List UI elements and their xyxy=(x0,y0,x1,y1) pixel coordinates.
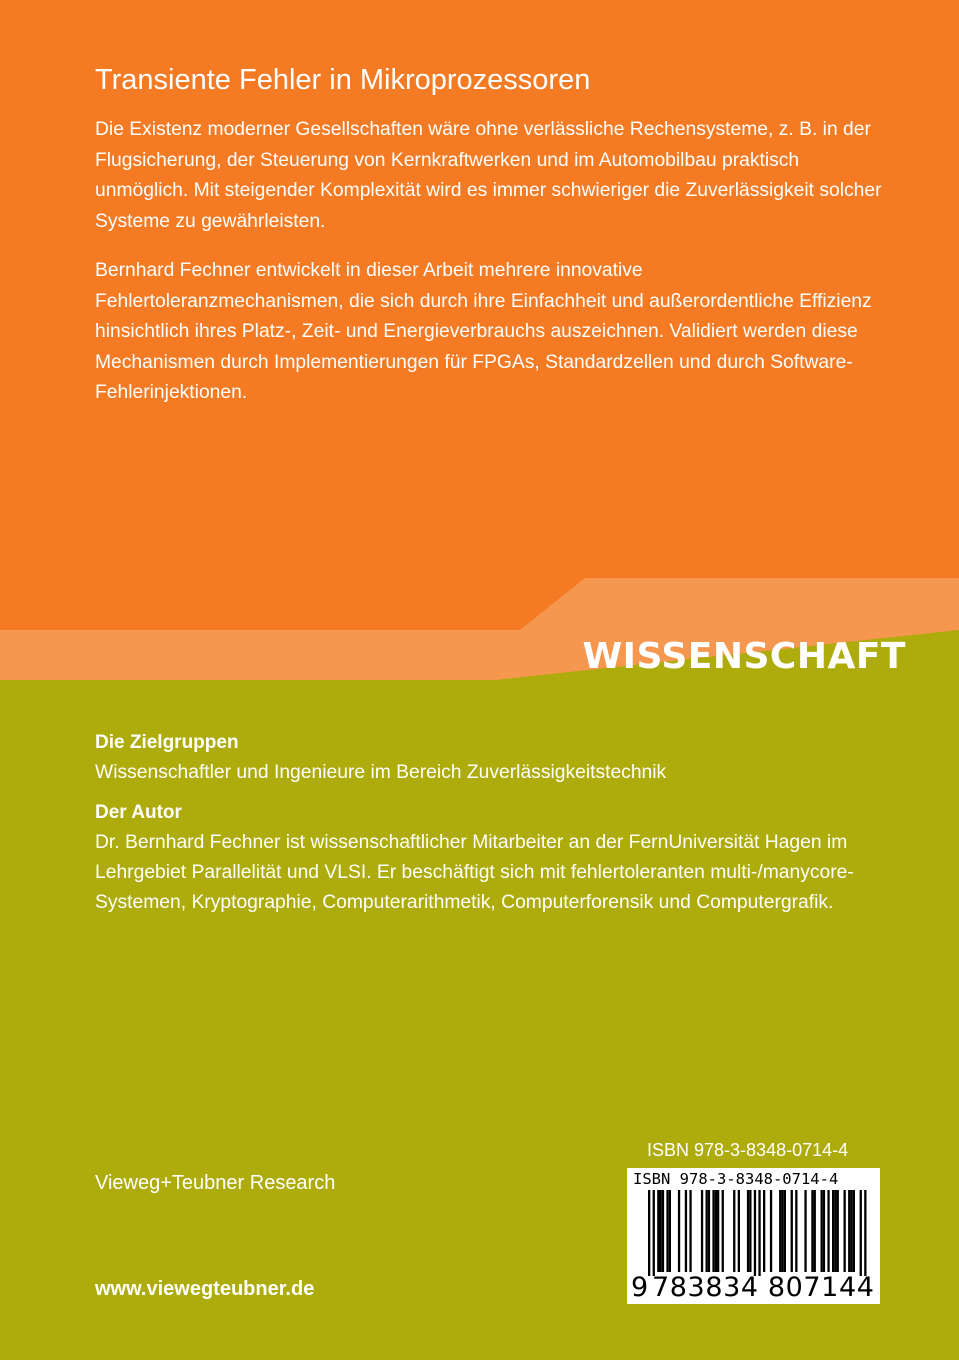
barcode-bar xyxy=(850,1190,852,1272)
barcode-bar xyxy=(844,1190,846,1272)
ean-first-digit: 9 xyxy=(631,1272,649,1303)
barcode-bar xyxy=(853,1190,855,1272)
series-label: WISSENSCHAFT xyxy=(582,636,906,677)
barcode-bar xyxy=(701,1190,703,1272)
barcode-bar xyxy=(712,1190,714,1272)
publisher-website[interactable]: www.viewegteubner.de xyxy=(95,1278,315,1300)
barcode xyxy=(627,1168,880,1304)
barcode-bar xyxy=(657,1190,659,1272)
barcode-bar xyxy=(848,1190,850,1272)
barcode-bar xyxy=(662,1190,664,1272)
barcode-bar xyxy=(747,1190,749,1272)
ean-remaining-digits: 783834 807144 xyxy=(652,1272,875,1303)
description-paragraph-2: Bernhard Fechner entwickelt in dieser Arbeit mehrere innovative Fehlertoleranzmechanismen, die sich durch ihre Einfachheit und außerordentliche Effizienz hinsichtlich ihres Platz-, Zeit- und Energieverbrauchs auszeichnen. Validiert werden diese Mechanismen durch Implementierungen für FPGAs, Standardzellen und durch Software-Fehlerinjektionen. xyxy=(95,260,872,403)
barcode-bar xyxy=(717,1190,719,1272)
barcode-bar xyxy=(669,1190,671,1272)
target-audience-text: Wissenschaftler und Ingenieure im Bereich Zuverlässigkeitstechnik xyxy=(95,762,667,783)
barcode-bar xyxy=(722,1190,724,1272)
barcode-bar xyxy=(653,1190,655,1276)
barcode-bar xyxy=(781,1190,783,1272)
description-paragraph-1: Die Existenz moderner Gesellschaften wäre ohne verlässliche Rechensysteme, z. B. in der Flugsicherung, der Steuerung von Kernkraftwerken und im Automobilbau praktisch unmöglich. Mit steigender Komplexität wird es immer schwieriger die Zuverlässigkeit solcher Systeme zu gewährleisten. xyxy=(95,119,882,232)
publisher-name: Vieweg+Teubner Research xyxy=(95,1172,336,1194)
barcode-bar xyxy=(689,1190,691,1272)
book-title: Transiente Fehler in Mikroprozessoren xyxy=(95,64,591,96)
barcode-bar xyxy=(860,1190,862,1276)
barcode-bar xyxy=(791,1190,793,1272)
barcode-bars-icon xyxy=(627,1190,880,1276)
author-bio: Dr. Bernhard Fechner ist wissenschaftlicher Mitarbeiter an der FernUniversität Hagen im Lehrgebiet Parallelität und VLSI. Er beschäftigt sich mit fehlertoleranten multi-/manycore-Systemen, Kryptographie, Computerarithmetik, Computerforensik und Computergrafik. xyxy=(95,832,854,913)
barcode-bar xyxy=(795,1190,797,1272)
barcode-bar xyxy=(763,1190,765,1272)
barcode-bar xyxy=(706,1190,708,1272)
barcode-bar xyxy=(758,1190,760,1276)
barcode-bar xyxy=(648,1190,650,1276)
barcode-bar xyxy=(666,1190,668,1272)
barcode-bar xyxy=(811,1190,813,1272)
barcode-bar xyxy=(685,1190,687,1272)
barcode-bar xyxy=(864,1190,866,1276)
author-heading: Der Autor xyxy=(95,802,182,823)
barcode-bar xyxy=(738,1190,740,1272)
barcode-bar xyxy=(832,1190,834,1272)
barcode-bar xyxy=(834,1190,836,1272)
barcode-bar xyxy=(804,1190,806,1272)
barcode-isbn-text: ISBN 978-3-8348-0714-4 xyxy=(633,1170,839,1188)
barcode-bar xyxy=(749,1190,751,1272)
barcode-bar xyxy=(733,1190,735,1272)
isbn-label: ISBN 978-3-8348-0714-4 xyxy=(647,1140,849,1160)
barcode-bar xyxy=(784,1190,786,1272)
barcode-bar xyxy=(715,1190,717,1272)
barcode-bar xyxy=(827,1190,829,1272)
barcode-bar xyxy=(678,1190,680,1272)
barcode-bar xyxy=(837,1190,839,1272)
barcode-bar xyxy=(821,1190,823,1272)
barcode-bar xyxy=(660,1190,662,1272)
barcode-bar xyxy=(708,1190,710,1272)
barcode-bar xyxy=(823,1190,825,1272)
target-audience-heading: Die Zielgruppen xyxy=(95,732,239,753)
barcode-bar xyxy=(754,1190,756,1276)
barcode-bar xyxy=(779,1190,781,1272)
barcode-bar xyxy=(770,1190,772,1272)
barcode-bar xyxy=(814,1190,816,1272)
